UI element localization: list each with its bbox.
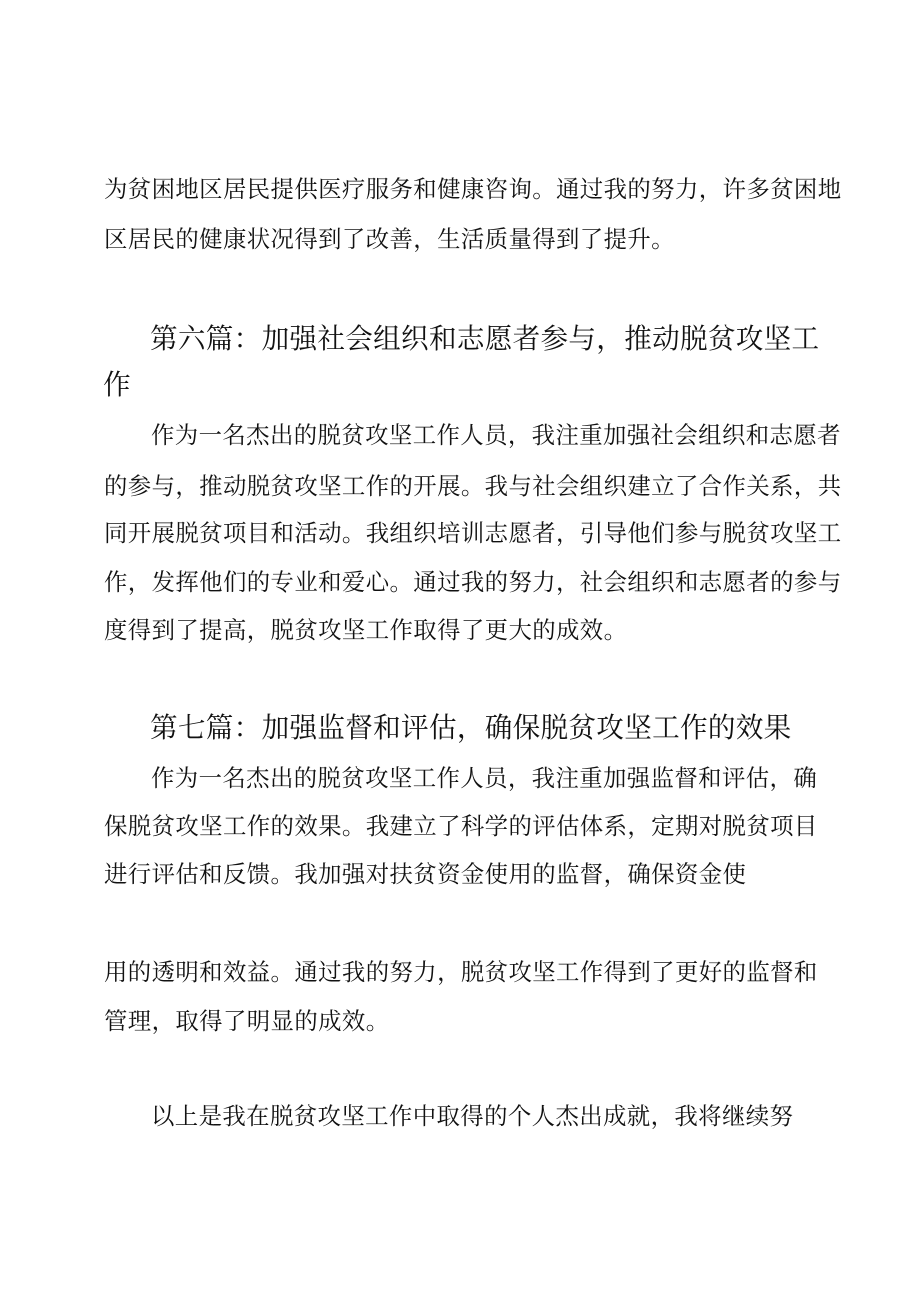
section-6-heading: 第六篇：加强社会组织和志愿者参与，推动脱贫攻坚工 <box>150 322 820 355</box>
paragraph-line: 的参与，推动脱贫攻坚工作的开展。我与社会组织建立了合作关系，共 <box>104 472 842 500</box>
paragraph-line: 以上是我在脱贫攻坚工作中取得的个人杰出成就，我将继续努 <box>151 1102 794 1130</box>
paragraph-line: 作为一名杰出的脱贫攻坚工作人员，我注重加强监督和评估，确 <box>151 764 818 792</box>
section-6-heading-continued: 作 <box>103 368 131 401</box>
paragraph-line: 作为一名杰出的脱贫攻坚工作人员，我注重加强社会组织和志愿者 <box>151 421 841 449</box>
paragraph-line: 作，发挥他们的专业和爱心。通过我的努力，社会组织和志愿者的参与 <box>104 568 842 596</box>
paragraph-line: 保脱贫攻坚工作的效果。我建立了科学的评估体系，定期对脱贫项目 <box>104 812 818 840</box>
paragraph-line: 为贫困地区居民提供医疗服务和健康咨询。通过我的努力，许多贫困地 <box>104 175 842 203</box>
paragraph-line: 用的透明和效益。通过我的努力，脱贫攻坚工作得到了更好的监督和 <box>104 958 818 986</box>
section-7-heading: 第七篇：加强监督和评估，确保脱贫攻坚工作的效果 <box>150 711 792 744</box>
paragraph-line: 同开展脱贫项目和活动。我组织培训志愿者，引导他们参与脱贫攻坚工 <box>104 519 842 547</box>
paragraph-line: 度得到了提高，脱贫攻坚工作取得了更大的成效。 <box>104 616 628 644</box>
paragraph-line: 进行评估和反馈。我加强对扶贫资金使用的监督，确保资金使 <box>104 860 747 888</box>
paragraph-line: 管理，取得了明显的成效。 <box>104 1007 390 1035</box>
paragraph-line: 区居民的健康状况得到了改善，生活质量得到了提升。 <box>104 225 675 253</box>
